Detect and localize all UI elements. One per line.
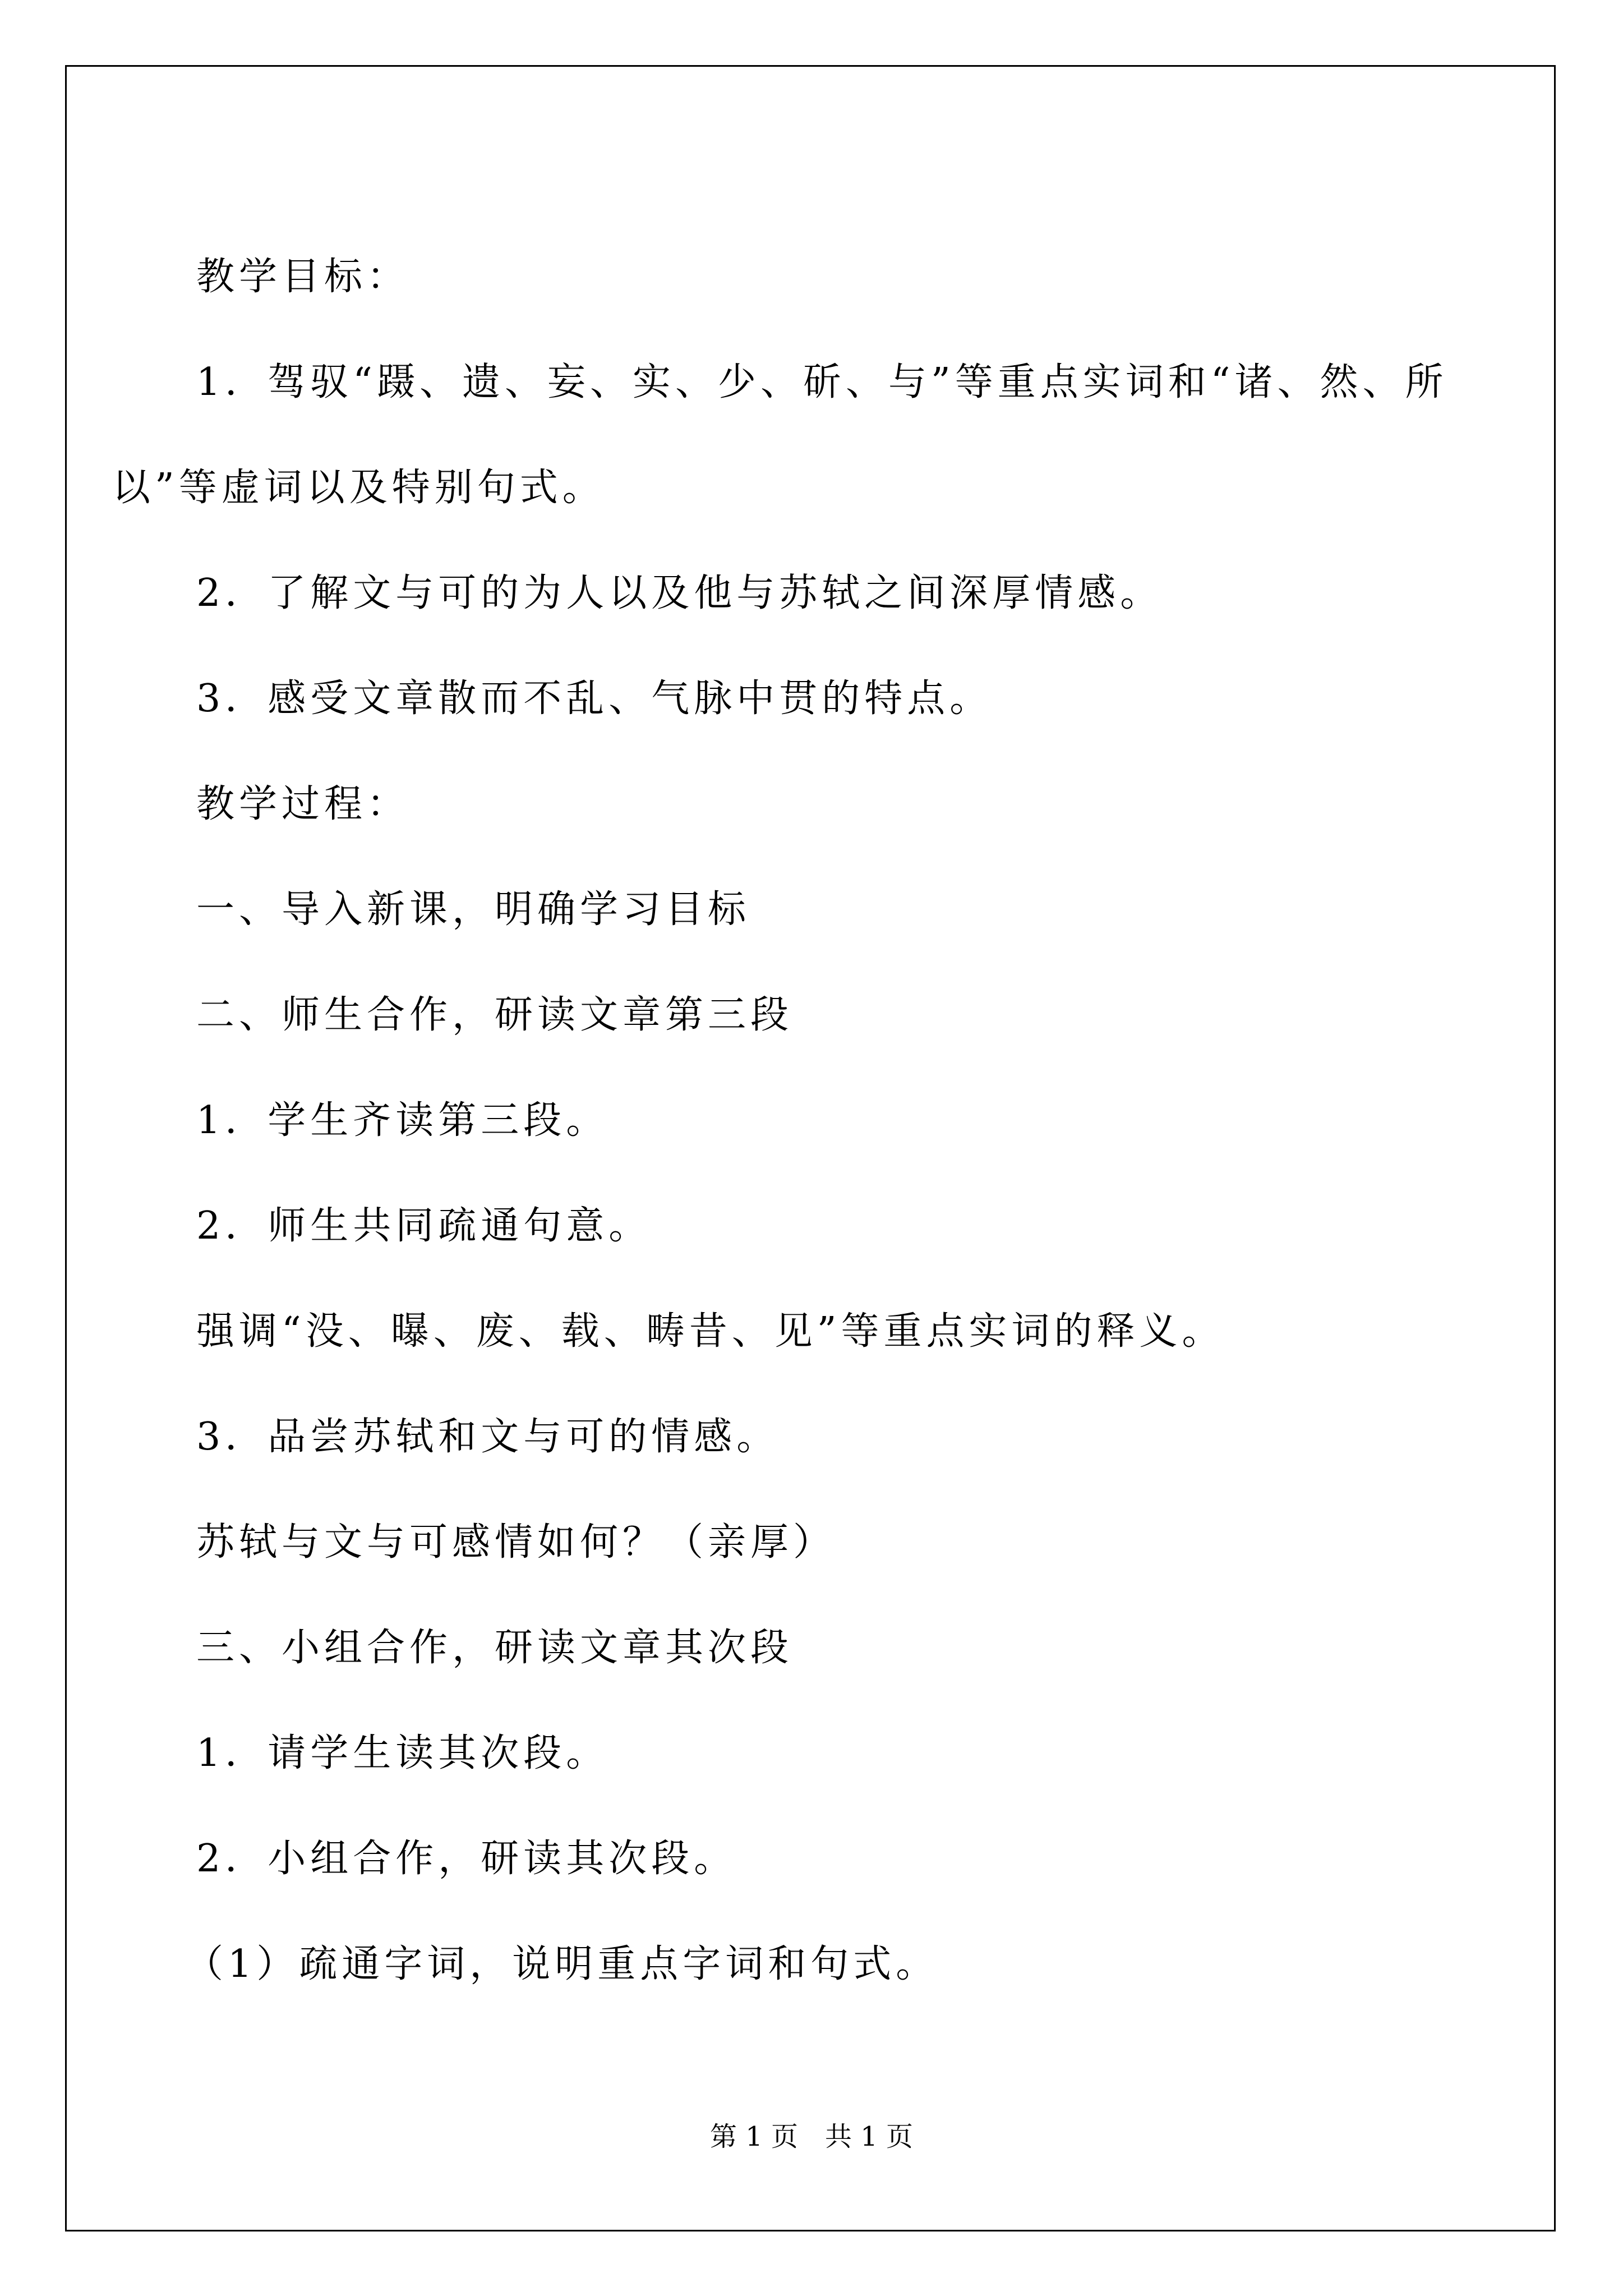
step-3-subitem-1: （1）疏通字词，说明重点字词和句式。 (185, 1942, 939, 1986)
step-2-note: 强调“没、曝、废、载、畴昔、见”等重点实词的释义。 (196, 1309, 1225, 1354)
objective-1: 1．驾驭“蹑、遗、妄、实、少、斫、与”等重点实词和“诸、然、所以”等虚词以及特别句式。 (112, 360, 1448, 510)
objective-3: 3．感受文章散而不乱、气脉中贯的特点。 (196, 677, 993, 721)
step-2-item-1: 1．学生齐读第三段。 (196, 1098, 609, 1143)
step-2-item-2: 2．师生共同疏通句意。 (196, 1204, 652, 1248)
page-number-footer: 第 1 页 共 1 页 (709, 2121, 914, 2152)
step-2-title: 二、师生合作，研读文章第三段 (196, 993, 794, 1037)
heading-objectives: 教学目标： (196, 255, 410, 299)
step-3-item-2: 2．小组合作，研读其次段。 (196, 1837, 737, 1881)
objective-2: 2．了解文与可的为人以及他与苏轼之间深厚情感。 (196, 571, 1163, 615)
step-3-item-1: 1．请学生读其次段。 (196, 1731, 609, 1775)
heading-process: 教学过程： (196, 782, 410, 826)
step-1-title: 一、导入新课，明确学习目标 (196, 887, 751, 932)
step-2-question: 苏轼与文与可感情如何？（亲厚） (196, 1520, 836, 1565)
document-body (112, 224, 1503, 2017)
step-2-item-3: 3．品尝苏轼和文与可的情感。 (196, 1415, 780, 1459)
step-3-title: 三、小组合作，研读文章其次段 (196, 1626, 794, 1670)
